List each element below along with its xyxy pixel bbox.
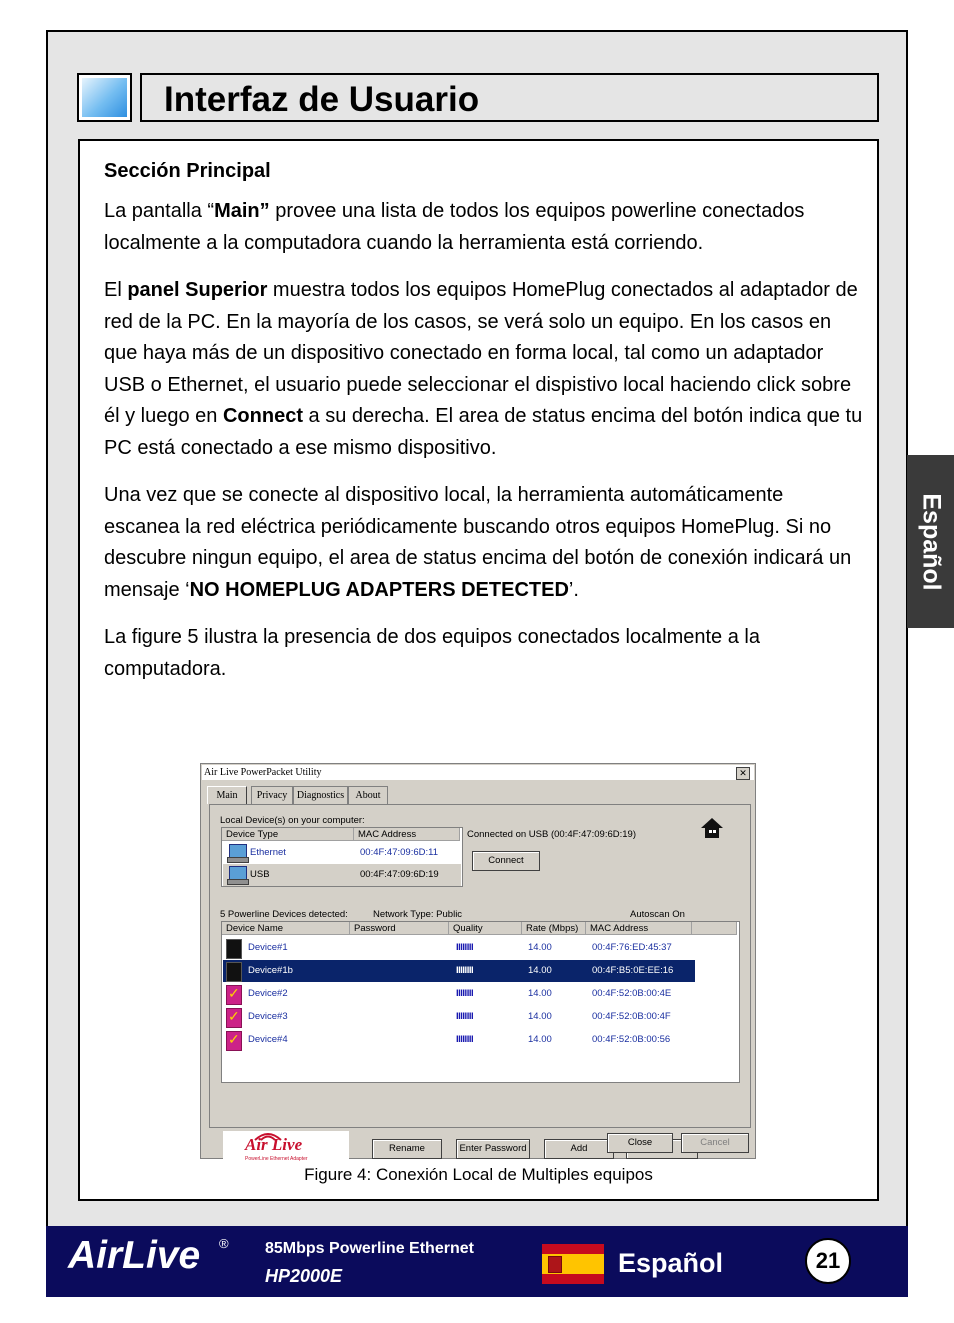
device-quality: IIIIIIII xyxy=(456,988,474,999)
network-type: Network Type: Public xyxy=(373,909,463,920)
device-mac: 00:4F:76:ED:45:37 xyxy=(592,942,672,953)
local-device-type: Ethernet xyxy=(250,847,286,858)
header-password[interactable]: Password xyxy=(350,922,449,935)
local-device-type: USB xyxy=(250,869,270,880)
device-rate: 14.00 xyxy=(528,1034,552,1045)
device-quality: IIIIIIII xyxy=(456,942,474,953)
connection-status: Connected on USB (00:4F:47:09:6D:19) xyxy=(467,829,636,840)
paragraph-3: Una vez que se conecte al dispositivo local, la herramienta automáticamente escanea la red eléctrica periódicamente buscando otros equipos HomePlug. Si no descubre ningun equipo, el area de status encima del botón de conexión indicará un mensaje ‘NO HOMEPLUG ADAPTERS DETECTED’. xyxy=(104,484,852,601)
registered-mark: ® xyxy=(219,1236,229,1251)
brand-logo: AirLive xyxy=(68,1234,201,1277)
device-mac: 00:4F:52:0B:00:56 xyxy=(592,1034,671,1045)
product-line: 85Mbps Powerline Ethernet xyxy=(265,1240,474,1257)
body-text xyxy=(104,158,864,701)
computer-icon xyxy=(227,866,247,884)
local-devices-label: Local Device(s) on your computer: xyxy=(220,815,365,826)
enter-password-button[interactable]: Enter Password xyxy=(456,1139,530,1159)
tab-privacy[interactable]: Privacy xyxy=(251,786,293,804)
tab-about[interactable]: About xyxy=(348,786,388,804)
adapter-pink-icon xyxy=(226,1031,242,1051)
local-row[interactable] xyxy=(223,842,461,864)
rename-button[interactable]: Rename xyxy=(372,1139,442,1159)
airlive-logo xyxy=(223,1131,349,1165)
device-rate: 14.00 xyxy=(528,1011,552,1022)
header-quality[interactable]: Quality xyxy=(449,922,522,935)
add-button[interactable]: Add xyxy=(544,1139,614,1159)
home-network-icon xyxy=(700,817,724,839)
device-row[interactable] xyxy=(223,1029,695,1051)
computer-icon xyxy=(227,844,247,862)
device-name: Device#3 xyxy=(248,1011,288,1022)
header-rate[interactable]: Rate (Mbps) xyxy=(522,922,586,935)
close-button[interactable]: Close xyxy=(607,1133,673,1153)
product-model: HP2000E xyxy=(265,1266,343,1286)
page-number: 21 xyxy=(805,1238,851,1284)
local-devices-list[interactable] xyxy=(221,827,463,887)
connect-button[interactable]: Connect xyxy=(472,851,540,871)
header-device-name[interactable]: Device Name xyxy=(222,922,350,935)
side-tab-label: Español xyxy=(917,492,945,591)
title-decoration xyxy=(77,73,132,122)
device-rate: 14.00 xyxy=(528,965,552,976)
device-mac: 00:4F:52:0B:00:4E xyxy=(592,988,672,999)
device-name: Device#1b xyxy=(248,965,293,976)
local-device-mac: 00:4F:47:09:6D:11 xyxy=(360,847,438,858)
paragraph-4: La figure 5 ilustra la presencia de dos equipos conectados localmente a la computadora. xyxy=(104,626,760,680)
footer-language: Español xyxy=(618,1248,724,1278)
window-titlebar xyxy=(202,765,754,780)
device-name: Device#1 xyxy=(248,942,288,953)
spain-flag-icon xyxy=(542,1244,604,1284)
device-name: Device#2 xyxy=(248,988,288,999)
logo-text: Air Live xyxy=(245,1135,303,1154)
device-row[interactable] xyxy=(223,937,695,959)
local-device-mac: 00:4F:47:09:6D:19 xyxy=(360,869,439,880)
device-name: Device#4 xyxy=(248,1034,288,1045)
device-quality: IIIIIIII xyxy=(456,1011,474,1022)
content-box xyxy=(78,139,879,1201)
title-box xyxy=(140,73,879,122)
device-rate: 14.00 xyxy=(528,942,552,953)
device-quality: IIIIIIII xyxy=(456,965,474,976)
language-side-tab xyxy=(907,455,954,628)
device-row[interactable] xyxy=(223,983,695,1005)
page-title: Interfaz de Usuario xyxy=(164,80,480,119)
tab-main[interactable]: Main xyxy=(207,786,247,804)
tab-diagnostics[interactable]: Diagnostics xyxy=(293,786,348,804)
device-row[interactable] xyxy=(223,1006,695,1028)
section-title: Sección Principal xyxy=(104,160,271,182)
paragraph-2: El panel Superior muestra todos los equipos HomePlug conectados al adaptador de red de la PC. En la mayoría de los casos, se verá solo un equipo. En los casos en que haya más de un dispositivo conectado en forma local, tal como un adaptador USB o Ethernet, el usuario puede seleccionar el dispistivo local haciendo click sobre él y luego en Connect a su derecha. El area de status encima del botón indica que tu PC está conectado a ese mismo dispositivo. xyxy=(104,279,863,459)
adapter-pink-icon xyxy=(226,985,242,1005)
adapter-black-icon xyxy=(226,962,242,982)
footer-bar xyxy=(46,1226,908,1297)
header-remote-mac[interactable]: MAC Address xyxy=(586,922,692,935)
remote-devices-list[interactable] xyxy=(221,921,740,1083)
cancel-button[interactable]: Cancel xyxy=(681,1133,749,1153)
logo-subtext: PowerLine Ethernet Adapter xyxy=(245,1156,308,1162)
device-rate: 14.00 xyxy=(528,988,552,999)
header-mac-address[interactable]: MAC Address xyxy=(354,828,460,841)
utility-window-screenshot xyxy=(200,763,756,1162)
detected-count: 5 Powerline Devices detected: xyxy=(220,909,348,920)
figure-caption: Figure 4: Conexión Local de Multiples equipos xyxy=(304,1165,653,1184)
header-device-type[interactable]: Device Type xyxy=(222,828,354,841)
device-mac: 00:4F:52:0B:00:4F xyxy=(592,1011,671,1022)
window-close-icon[interactable]: ✕ xyxy=(736,767,750,780)
adapter-pink-icon xyxy=(226,1008,242,1028)
header-spacer xyxy=(692,922,737,935)
local-row[interactable] xyxy=(223,864,461,886)
window-title: Air Live PowerPacket Utility xyxy=(204,767,322,778)
device-row[interactable] xyxy=(223,960,695,982)
autoscan-status: Autoscan On xyxy=(630,909,685,920)
device-mac: 00:4F:B5:0E:EE:16 xyxy=(592,965,674,976)
paragraph-1: La pantalla “Main” provee una lista de todos los equipos powerline conectados localmente a la computadora cuando la herramienta está corriendo. xyxy=(104,200,805,254)
adapter-black-icon xyxy=(226,939,242,959)
device-quality: IIIIIIII xyxy=(456,1034,474,1045)
